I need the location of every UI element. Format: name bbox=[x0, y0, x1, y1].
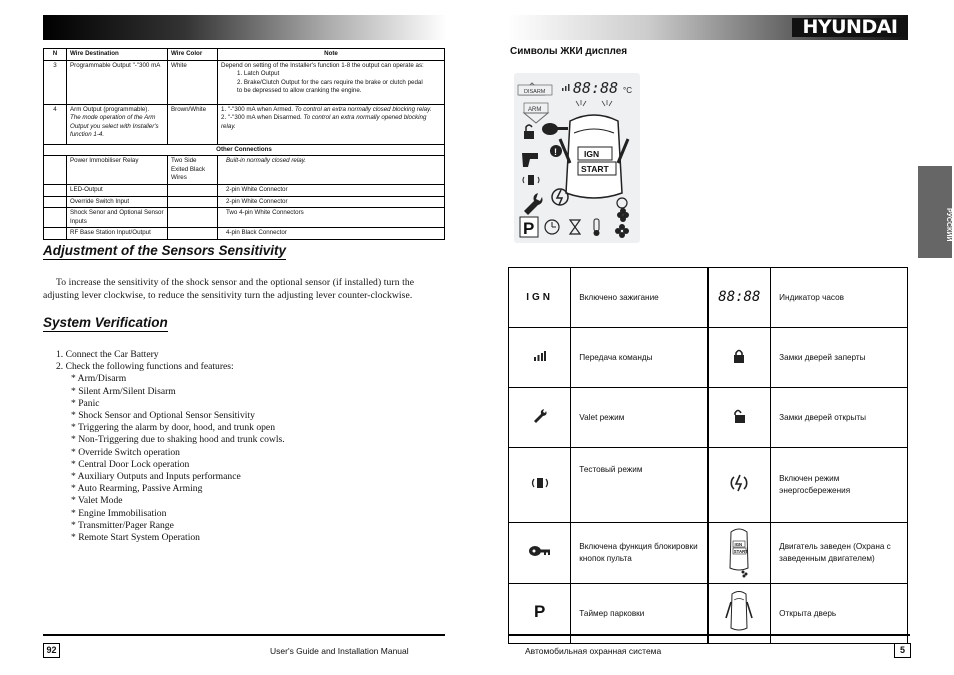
cell-note: Two 4-pin White Connectors bbox=[218, 208, 445, 228]
symbol-desc: Открыта дверь bbox=[771, 584, 908, 644]
mini-ign: IGN bbox=[734, 542, 743, 547]
dest-text: Arm Output (programmable). bbox=[70, 105, 150, 113]
cell-note: 4-pin Black Connector bbox=[218, 228, 445, 240]
note-line bbox=[221, 106, 441, 115]
cell-n: 3 bbox=[44, 60, 67, 104]
adjust-paragraph: To increase the sensitivity of the shock sensor and the optional sensor (if installed) turn the adjusting lever clockwise, to reduce the sensitivity turn the adjusting lever counter-clockwise. bbox=[43, 277, 415, 301]
language-tab-label: РУССКИЙ bbox=[945, 208, 952, 242]
list-item: * Silent Arm/Silent Disarm bbox=[71, 385, 176, 397]
energy-save-icon bbox=[552, 189, 568, 205]
logo-text: HYUNDAI bbox=[802, 16, 898, 38]
hourglass-icon bbox=[570, 220, 580, 234]
lcd-clock: 88:88 bbox=[573, 79, 619, 97]
table-row bbox=[44, 60, 445, 104]
list-item: * Override Switch operation bbox=[71, 446, 180, 458]
list-item: * Auto Rearming, Passive Arming bbox=[71, 483, 203, 495]
cell-color bbox=[168, 196, 218, 208]
cell-n: 4 bbox=[44, 104, 67, 144]
wire-table bbox=[43, 48, 445, 240]
list-item: * Triggering the alarm by door, hood, and trunk open bbox=[71, 422, 275, 434]
right-footer-text: Автомобильная охранная система bbox=[525, 646, 662, 656]
car-running-icon bbox=[708, 523, 771, 584]
test-mode-icon bbox=[523, 175, 539, 185]
table-row bbox=[44, 104, 445, 144]
col-dest: Wire Destination bbox=[67, 49, 168, 61]
cell-note: Built-in normally closed relay. bbox=[218, 156, 445, 185]
list-item: * Valet Mode bbox=[71, 495, 123, 507]
table-row bbox=[44, 196, 445, 208]
col-n: N bbox=[44, 49, 67, 61]
note-italic: To control an extra normally opened blocking relay. bbox=[221, 114, 427, 130]
table-row bbox=[509, 448, 908, 523]
note-line: 2. Brake/Clutch Output for the cars require the brake or clutch pedal bbox=[237, 78, 423, 86]
col-note: Note bbox=[218, 49, 445, 61]
left-footer-text: User's Guide and Installation Manual bbox=[270, 646, 409, 656]
hyundai-logo bbox=[792, 18, 908, 37]
symbol-desc: Таймер парковки bbox=[571, 584, 708, 644]
lock-open-icon bbox=[708, 388, 771, 448]
table-row bbox=[44, 156, 445, 185]
cell-color bbox=[168, 228, 218, 240]
list-item: * Transmitter/Pager Range bbox=[71, 519, 174, 531]
cell-note: 2-pin White Connector bbox=[218, 196, 445, 208]
list-item: * Central Door Lock operation bbox=[71, 458, 190, 470]
other-connections-header: Other Connections bbox=[44, 144, 445, 156]
symbol-desc: Замки дверей заперты bbox=[771, 328, 908, 388]
note-line: to be depressed to allow cranking the engine. bbox=[237, 87, 362, 95]
lcd-ign: IGN bbox=[584, 149, 600, 159]
wire-table-header bbox=[44, 49, 445, 61]
lcd-parking: P bbox=[523, 219, 535, 238]
adjust-heading: Adjustment of the Sensors Sensitivity bbox=[43, 243, 287, 258]
table-row bbox=[509, 268, 908, 328]
lcd-title: Символы ЖКИ дисплея bbox=[510, 46, 628, 57]
cell-note bbox=[218, 104, 445, 144]
note-line: Depend on setting of the Installer's function 1-8 the output can operate as: bbox=[221, 61, 424, 69]
left-footer-rule bbox=[43, 634, 445, 636]
diamond-icon bbox=[615, 208, 629, 238]
cell-dest: Override Switch Input bbox=[67, 196, 168, 208]
signal-bars-icon bbox=[509, 328, 571, 388]
disarm-indicator bbox=[518, 83, 552, 123]
wrench-icon bbox=[509, 388, 571, 448]
note-italic: To control an extra normally closed blocking relay. bbox=[294, 105, 432, 113]
symbol-table bbox=[508, 267, 908, 644]
symbol-desc: Замки дверей открыты bbox=[771, 388, 908, 448]
energy-save-icon bbox=[708, 448, 771, 523]
cell-dest: Power Immobiliser Relay bbox=[67, 156, 168, 185]
cell-dest: Shock Senor and Optional Sensor Inputs bbox=[67, 208, 168, 228]
lcd-panel bbox=[514, 73, 640, 243]
clock-display-icon: 88:88 bbox=[708, 268, 771, 328]
list-item: * Engine Immobilisation bbox=[71, 507, 167, 519]
symbol-desc: Индикатор часов bbox=[771, 268, 908, 328]
cell-color: Two Side Exited Black Wires bbox=[168, 156, 218, 185]
dest-italic-text: The mode operation of the Arm Output you select with Installer's function 1-4. bbox=[70, 114, 159, 139]
language-tab[interactable] bbox=[918, 166, 952, 258]
disarm-label: DISARM bbox=[524, 89, 546, 95]
cell-color: Brown/White bbox=[168, 104, 218, 144]
cell-color bbox=[168, 184, 218, 196]
other-connections-row bbox=[44, 144, 445, 156]
list-item: * Auxiliary Outputs and Inputs performance bbox=[71, 471, 241, 483]
lock-closed-icon bbox=[708, 328, 771, 388]
verify-steps bbox=[56, 349, 285, 544]
symbol-desc: Включено зажигание bbox=[571, 268, 708, 328]
list-item: * Remote Start System Operation bbox=[71, 532, 200, 544]
list-item: * Arm/Disarm bbox=[71, 373, 127, 385]
list-item: * Non-Triggering due to shaking hood and trunk cowls. bbox=[71, 434, 285, 446]
feature-list bbox=[56, 373, 285, 544]
arm-label: ARM bbox=[528, 107, 542, 113]
symbol-desc: Включен режим энергосбережения bbox=[771, 448, 908, 523]
mini-start: START bbox=[734, 549, 749, 554]
cell-color bbox=[168, 208, 218, 228]
cell-dest: RF Base Station Input/Output bbox=[67, 228, 168, 240]
left-header-bar bbox=[43, 15, 447, 40]
symbol-desc: Передача команды bbox=[571, 328, 708, 388]
table-row bbox=[44, 184, 445, 196]
cell-dest: Programmable Output "-"300 mA bbox=[67, 60, 168, 104]
list-item: * Panic bbox=[71, 397, 100, 409]
lcd-unit: °C bbox=[623, 86, 632, 95]
note-line: 1. Latch Output bbox=[237, 70, 280, 78]
verify-heading: System Verification bbox=[43, 315, 168, 330]
page-number: 5 bbox=[894, 643, 911, 658]
thermometer-icon bbox=[594, 219, 599, 231]
table-row bbox=[44, 228, 445, 240]
symbol-desc: Тестовый режим bbox=[571, 448, 708, 523]
test-mode-icon bbox=[509, 448, 571, 523]
lock-open-icon bbox=[524, 125, 534, 139]
note-line bbox=[221, 114, 441, 131]
car-rays bbox=[576, 100, 612, 106]
cell-color: White bbox=[168, 60, 218, 104]
wrench-icon bbox=[524, 193, 543, 215]
symbol-desc: Двигатель заведен (Охрана с заведенным двигателем) bbox=[771, 523, 908, 584]
page-number: 92 bbox=[43, 643, 60, 658]
symbol-desc: Включена функция блокировки кнопок пульта bbox=[571, 523, 708, 584]
cell-dest: LED-Output bbox=[67, 184, 168, 196]
parking-icon: P bbox=[509, 584, 571, 644]
key-icon bbox=[542, 123, 568, 135]
table-row bbox=[44, 208, 445, 228]
ign-icon: IGN bbox=[509, 268, 571, 328]
lcd-panel-svg bbox=[514, 73, 640, 243]
list-item: * Shock Sensor and Optional Sensor Sensitivity bbox=[71, 410, 255, 422]
gun-icon bbox=[522, 153, 538, 167]
cell-dest bbox=[67, 104, 168, 144]
key-icon bbox=[509, 523, 571, 584]
table-row bbox=[509, 328, 908, 388]
table-row bbox=[509, 523, 908, 584]
cell-note bbox=[218, 60, 445, 104]
car-icon bbox=[560, 115, 628, 198]
svg-text:!: ! bbox=[554, 147, 557, 157]
timer-icon bbox=[617, 198, 627, 208]
cell-note: 2-pin White Connector bbox=[218, 184, 445, 196]
signal-bars-icon bbox=[562, 84, 570, 91]
list-item: 1. Connect the Car Battery bbox=[56, 349, 159, 360]
note-text: 2. "-"300 mA when Disarmed. bbox=[221, 114, 302, 122]
col-color: Wire Color bbox=[168, 49, 218, 61]
right-footer-rule bbox=[508, 634, 910, 636]
symbol-desc: Valet режим bbox=[571, 388, 708, 448]
table-row bbox=[509, 388, 908, 448]
note-text: 1. "-"300 mA when Armed. bbox=[221, 105, 294, 113]
lcd-start: START bbox=[581, 164, 609, 174]
list-item: 2. Check the following functions and features: bbox=[56, 361, 234, 373]
